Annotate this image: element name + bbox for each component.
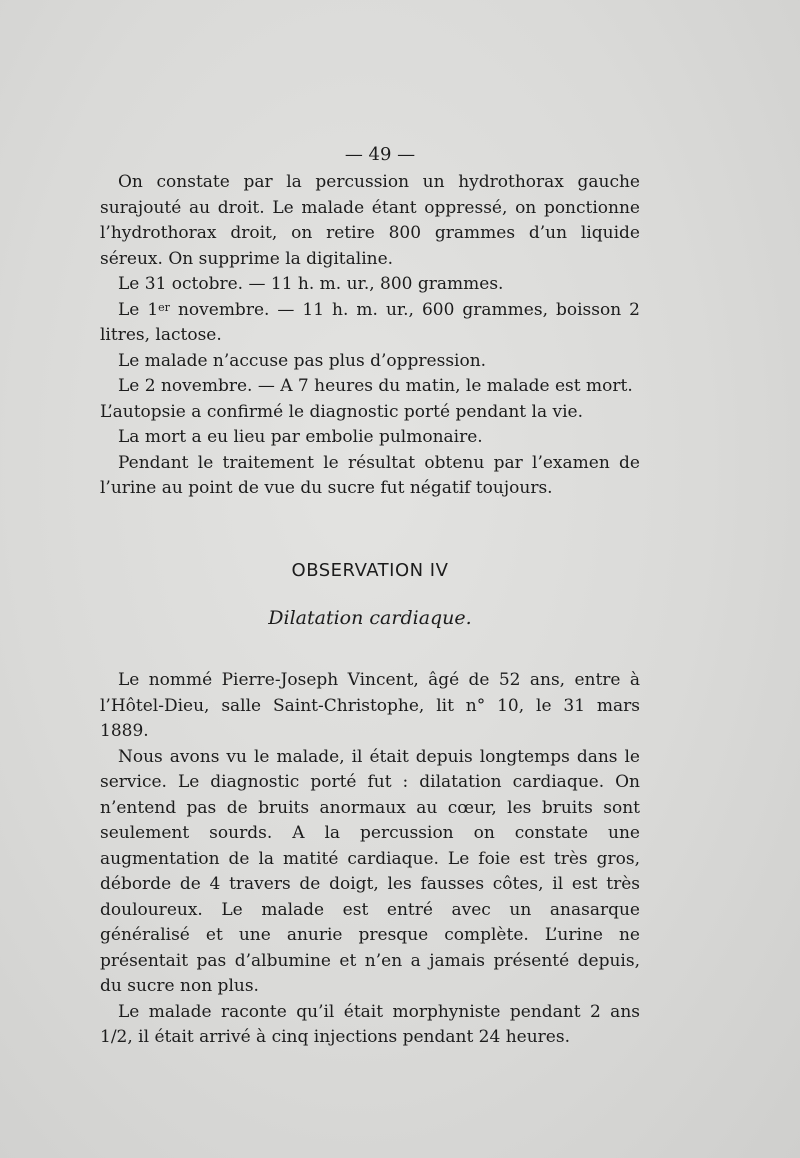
date-text: novembre. — 11 h. m. ur., 600 grammes, boisson 2 litres, lactose.	[100, 299, 640, 345]
paragraph: Nous avons vu le malade, il était depuis longtemps dans le service. Le diagnostic porté fut : dilatation cardiaque. On n’entend pas de bruits anormaux au cœur, les bruits sont seulement sourds. A la percussion on constate une augmentation de la matité cardiaque. Le foie est très gros, déborde de 4 travers de doigt, les fausses côtes, il est très douloureux. Le malade est entré avec un anasarque généralisé et une anurie presque complète. L’urine ne présentait pas d’albumine et n’en a jamais présenté depuis, du sucre non plus.	[100, 746, 640, 996]
paragraph: Le malade raconte qu’il était morphyniste pendant 2 ans 1/2, il était arrivé à cinq injections pendant 24 heures.	[100, 1001, 640, 1047]
paragraph: Le 2 novembre. — A 7 heures du matin, le malade est mort.	[118, 376, 633, 396]
observation-title: OBSERVATION IV	[291, 560, 449, 581]
date-superscript: er	[158, 300, 170, 314]
paragraph: Le nommé Pierre-Joseph Vincent, âgé de 52 ans, entre à l’Hôtel-Dieu, salle Saint-Christophe, lit n° 10, le 31 mars 1889.	[100, 670, 640, 741]
date-prefix: Le 1	[118, 299, 159, 320]
paragraph: Le 31 octobre. — 11 h. m. ur., 800 grammes.	[118, 274, 504, 294]
paragraph: Pendant le traitement le résultat obtenu par l’examen de l’urine au point de vue du sucre fut négatif toujours.	[100, 452, 640, 498]
paragraph	[100, 298, 640, 349]
text-section-1	[100, 170, 640, 502]
paragraph: La mort a eu lieu par embolie pulmonaire.	[118, 427, 483, 447]
paragraph: On constate par la percussion un hydrothorax gauche surajouté au droit. Le malade étant oppressé, on ponctionne l’hydrothorax droit, on retire 800 grammes d’un liquide séreux. On supprime la digitaline.	[100, 172, 640, 269]
observation-subtitle: Dilatation cardiaque.	[268, 607, 472, 629]
text-section-2	[100, 668, 640, 1051]
paragraph: Le malade n’accuse pas plus d’oppression.	[118, 350, 487, 371]
paragraph: L’autopsie a confirmé le diagnostic porté pendant la vie.	[100, 401, 584, 422]
page-number: — 49 —	[344, 144, 416, 165]
